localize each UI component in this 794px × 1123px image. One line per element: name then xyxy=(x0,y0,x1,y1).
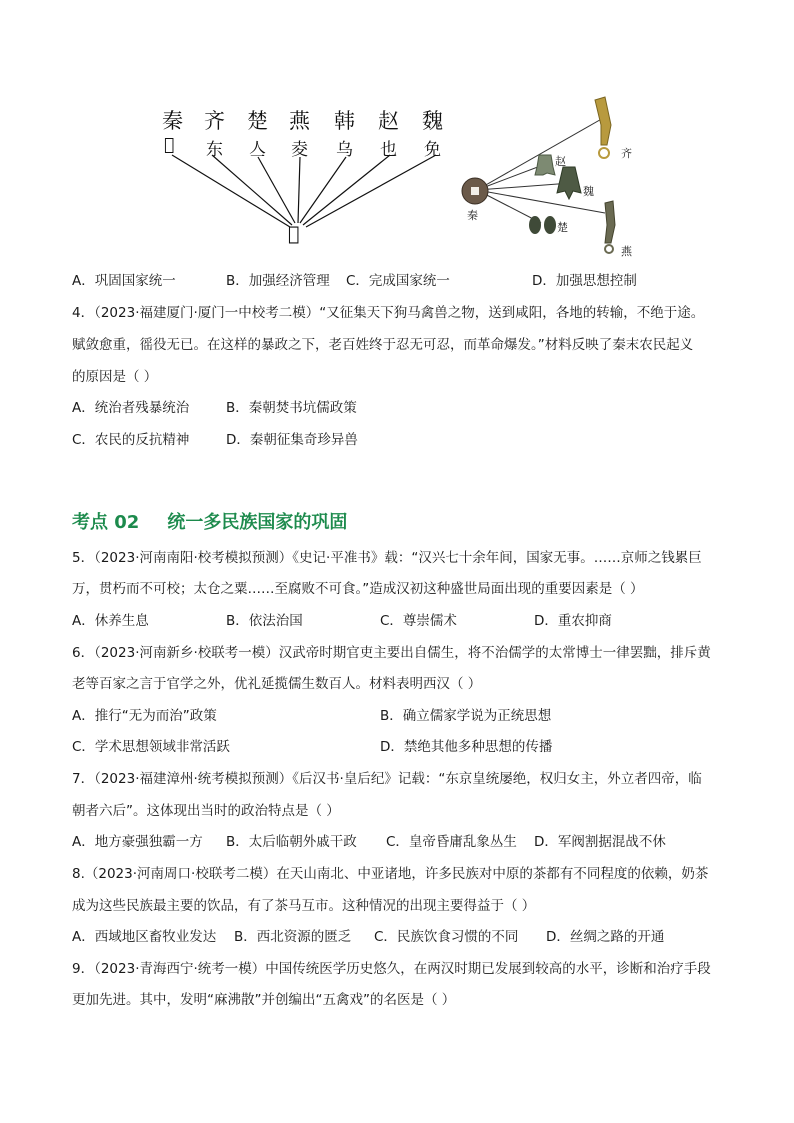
q8-option-d[interactable]: D．丝绸之路的开通 xyxy=(546,929,665,945)
q5-stem-line-1: 5．（2023·河南南阳·校考模拟预测）《史记·平准书》载：“汉兴七十余年间，国家无事。……京师之钱累巨 xyxy=(72,550,702,566)
state-chu: 楚 xyxy=(247,109,268,133)
seal-han: 乌 xyxy=(336,140,353,160)
q4-stem-line-3: 的原因是（ ） xyxy=(72,369,158,385)
q5-stem-line-2: 万，贯朽而不可校；太仓之粟……至腐败不可食。”造成汉初这种盛世局面出现的重要因素是（ ） xyxy=(72,581,644,597)
q6-stem-line-1: 6．（2023·河南新乡·校联考一模）汉武帝时期官吏主要出自儒生，将不治儒学的太常博士一律罢黜，排斥黄 xyxy=(72,645,711,661)
section-title: 统一多民族国家的巩固 xyxy=(167,512,348,533)
zhao-spade-coin xyxy=(535,155,555,175)
q6-option-d[interactable]: D．禁绝其他多种思想的传播 xyxy=(380,739,553,755)
q4-option-c[interactable]: C．农民的反抗精神 xyxy=(72,432,190,448)
q5-option-b[interactable]: B．依法治国 xyxy=(226,613,303,629)
q6-option-c[interactable]: C．学术思想领域非常活跃 xyxy=(72,739,230,755)
chu-coin-2 xyxy=(544,216,556,234)
seal-yan: 夌 xyxy=(291,140,308,160)
q3-option-b[interactable]: B．加强经济管理 xyxy=(226,273,330,289)
q8-stem-line-2: 成为这些民族最主要的饮品，有了茶马互市。这种情况的出现主要得益于（ ） xyxy=(72,898,536,914)
q9-stem-line-1: 9．（2023·青海西宁·统考一模）中国传统医学历史悠久，在两汉时期已发展到较高的水平，诊断和治疗手段 xyxy=(72,961,711,977)
section-number: 考点 02 xyxy=(72,512,140,533)
q7-option-a[interactable]: A．地方豪强独霸一方 xyxy=(72,834,203,850)
q7-stem-line-1: 7．（2023·福建漳州·统考模拟预测）《后汉书·皇后纪》记载：“东京皇统屡绝，权归女主，外立者四帝，临 xyxy=(72,771,702,787)
q9-stem-line-2: 更加先进。其中，发明“麻沸散”并创编出“五禽戏”的名医是（ ） xyxy=(72,992,456,1008)
q7-option-c[interactable]: C．皇帝昏庸乱象丛生 xyxy=(386,834,517,850)
coin-unification-diagram xyxy=(455,95,640,265)
q4-option-b[interactable]: B．秦朝焚书坑儒政策 xyxy=(226,400,357,416)
seal-qin: 𡦓 xyxy=(164,135,175,155)
q5-option-a[interactable]: A．休养生息 xyxy=(72,613,149,629)
wei-spade-coin xyxy=(557,167,581,199)
state-han: 韩 xyxy=(334,109,355,133)
coin-label-qi: 齐 xyxy=(621,147,632,160)
q5-option-c[interactable]: C．尊崇儒术 xyxy=(380,613,457,629)
state-qi: 齐 xyxy=(204,109,225,133)
q3-option-a[interactable]: A．巩固国家统一 xyxy=(72,273,176,289)
q4-option-d[interactable]: D．秦朝征集奇珍异兽 xyxy=(226,432,358,448)
state-yan: 燕 xyxy=(289,109,310,133)
seal-wei: 免 xyxy=(424,140,441,160)
q8-option-c[interactable]: C．民族饮食习惯的不同 xyxy=(374,929,519,945)
script-unification-diagram xyxy=(150,95,450,265)
q8-option-a[interactable]: A．西域地区畜牧业发达 xyxy=(72,929,217,945)
q3-option-d[interactable]: D．加强思想控制 xyxy=(532,273,637,289)
chu-coin-1 xyxy=(529,216,541,234)
q4-stem-line-2: 赋敛愈重，徭役无已。在这样的暴政之下，老百姓终于忍无可忍，而革命爆发。”材料反映了秦末农民起义 xyxy=(72,337,694,353)
q6-option-b[interactable]: B．确立儒家学说为正统思想 xyxy=(380,708,552,724)
q6-option-a[interactable]: A．推行“无为而治”政策 xyxy=(72,708,217,724)
q7-stem-line-2: 朝者六后”。这体现出当时的政治特点是（ ） xyxy=(72,803,340,819)
q7-option-b[interactable]: B．太后临朝外戚干政 xyxy=(226,834,357,850)
state-wei: 魏 xyxy=(422,109,443,133)
state-zhao: 赵 xyxy=(378,109,399,133)
q8-stem-line-1: 8.（2023·河南周口·校联考二模）在天山南北、中亚诸地，许多民族对中原的茶都有不同程度的依赖，奶茶 xyxy=(72,866,709,882)
coin-label-zhao: 赵 xyxy=(555,155,566,168)
coin-diagram-graphics xyxy=(455,95,640,265)
seal-unified: 𡦓 xyxy=(288,223,300,245)
q4-stem-line-1: 4．（2023·福建厦门·厦门一中校考二模）“又征集天下狗马禽兽之物，送到咸阳，各地的转输，不绝于途。 xyxy=(72,305,705,321)
coin-label-qin: 秦 xyxy=(467,209,478,222)
seal-chu: 亼 xyxy=(249,140,266,160)
seal-zhao: 也 xyxy=(380,140,397,160)
section-heading xyxy=(72,508,347,534)
q7-option-d[interactable]: D．军阀割据混战不休 xyxy=(534,834,666,850)
coin-label-yan: 燕 xyxy=(621,245,632,258)
coin-label-wei: 魏 xyxy=(583,185,594,198)
coin-label-chu: 楚 xyxy=(557,221,568,234)
q5-option-d[interactable]: D．重农抑商 xyxy=(534,613,612,629)
q3-option-c[interactable]: C．完成国家统一 xyxy=(346,273,450,289)
q4-option-a[interactable]: A．统治者残暴统治 xyxy=(72,400,190,416)
q8-option-b[interactable]: B．西北资源的匮乏 xyxy=(234,929,352,945)
seal-qi: 东 xyxy=(206,140,223,160)
state-qin: 秦 xyxy=(162,109,183,133)
q6-stem-line-2: 老等百家之言于官学之外，优礼延揽儒生数百人。材料表明西汉（ ） xyxy=(72,676,482,692)
figure-unification xyxy=(150,95,640,265)
yan-knife-coin xyxy=(605,201,615,243)
